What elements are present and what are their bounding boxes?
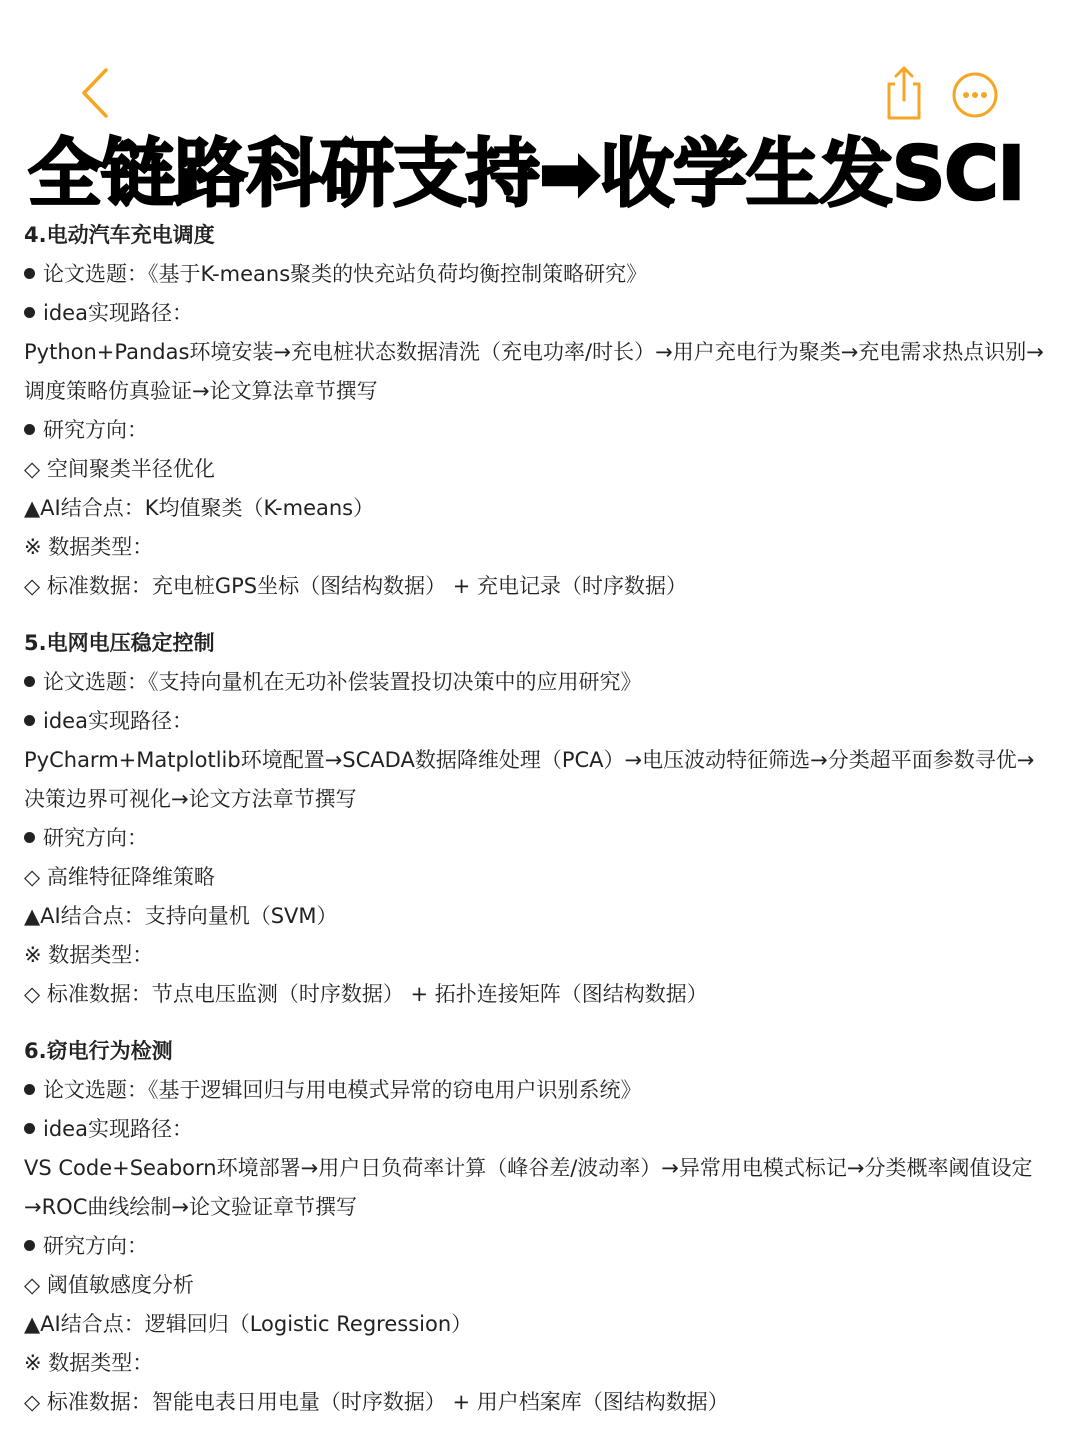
direction-label: 研究方向： [43, 826, 148, 850]
topic-label: 论文选题： [43, 262, 148, 286]
top-navigation-bar [0, 0, 1080, 130]
topic-line [24, 663, 1054, 702]
path-text: VS Code+Seaborn环境部署→用户日负荷率计算（峰谷差/波动率）→异常用电模式标记→分类概率阈值设定→ROC曲线绘制→论文验证章节撰写 [24, 1156, 1033, 1219]
more-horizontal-icon [950, 70, 1000, 120]
bullet-dot-icon [24, 1240, 35, 1251]
direction-label-line [24, 411, 1054, 450]
topic-line [24, 1071, 1054, 1110]
data-standard-text: ◇ 标准数据：节点电压监测（时序数据） + 拓扑连接矩阵（图结构数据） [24, 982, 708, 1006]
bullet-dot-icon [24, 307, 35, 318]
section-theft-detection [24, 1032, 1054, 1422]
path-label-line [24, 702, 1054, 741]
direction-label-line [24, 1227, 1054, 1266]
section-title: 5.电网电压稳定控制 [24, 631, 215, 655]
path-label-line [24, 1110, 1054, 1149]
ai-point-text: ▲AI结合点：逻辑回归（Logistic Regression） [24, 1312, 473, 1336]
section-grid-voltage [24, 624, 1054, 1014]
banner-title: 全链路科研支持➡收学生发SCI [28, 131, 1025, 217]
path-text: PyCharm+Matplotlib环境配置→SCADA数据降维处理（PCA）→电压波动特征筛选→分类超平面参数寻优→决策边界可视化→论文方法章节撰写 [24, 748, 1035, 811]
section-title: 4.电动汽车充电调度 [24, 223, 215, 247]
share-icon [878, 62, 930, 124]
bullet-dot-icon [24, 715, 35, 726]
more-options-button[interactable] [950, 70, 1000, 120]
data-standard-text: ◇ 标准数据：充电桩GPS坐标（图结构数据） + 充电记录（时序数据） [24, 574, 688, 598]
direction-label: 研究方向： [43, 418, 148, 442]
bullet-dot-icon [24, 424, 35, 435]
bullet-dot-icon [24, 1123, 35, 1134]
path-label-line [24, 294, 1054, 333]
topic-label: 论文选题： [43, 670, 148, 694]
section-ev-charging [24, 216, 1054, 606]
ai-point-text: ▲AI结合点：支持向量机（SVM） [24, 904, 338, 928]
data-standard-text: ◇ 标准数据：智能电表日用电量（时序数据） + 用户档案库（图结构数据） [24, 1390, 729, 1414]
data-type-label: ※ 数据类型： [24, 535, 154, 559]
path-text: Python+Pandas环境安装→充电桩状态数据清洗（充电功率/时长）→用户充电行为聚类→充电需求热点识别→调度策略仿真验证→论文算法章节撰写 [24, 340, 1044, 403]
share-button[interactable] [878, 62, 930, 124]
direction-text: ◇ 空间聚类半径优化 [24, 457, 215, 481]
note-content [24, 216, 1054, 1422]
topic-text: 《支持向量机在无功补偿装置投切决策中的应用研究》 [148, 670, 642, 694]
direction-text: ◇ 阈值敏感度分析 [24, 1273, 194, 1297]
ai-point-text: ▲AI结合点：K均值聚类（K-means） [24, 496, 375, 520]
bullet-dot-icon [24, 676, 35, 687]
direction-label-line [24, 819, 1054, 858]
chevron-left-icon [72, 62, 122, 124]
topic-text: 《基于逻辑回归与用电模式异常的窃电用户识别系统》 [148, 1078, 642, 1102]
bullet-dot-icon [24, 268, 35, 279]
direction-text: ◇ 高维特征降维策略 [24, 865, 215, 889]
back-button[interactable] [72, 62, 122, 124]
data-type-label: ※ 数据类型： [24, 1351, 154, 1375]
topic-text: 《基于K-means聚类的快充站负荷均衡控制策略研究》 [148, 262, 648, 286]
path-label: idea实现路径： [43, 1117, 193, 1141]
path-label: idea实现路径： [43, 709, 193, 733]
bullet-dot-icon [24, 1084, 35, 1095]
direction-label: 研究方向： [43, 1234, 148, 1258]
topic-line [24, 255, 1054, 294]
data-type-label: ※ 数据类型： [24, 943, 154, 967]
path-label: idea实现路径： [43, 301, 193, 325]
section-title: 6.窃电行为检测 [24, 1039, 173, 1063]
bullet-dot-icon [24, 832, 35, 843]
topic-label: 论文选题： [43, 1078, 148, 1102]
